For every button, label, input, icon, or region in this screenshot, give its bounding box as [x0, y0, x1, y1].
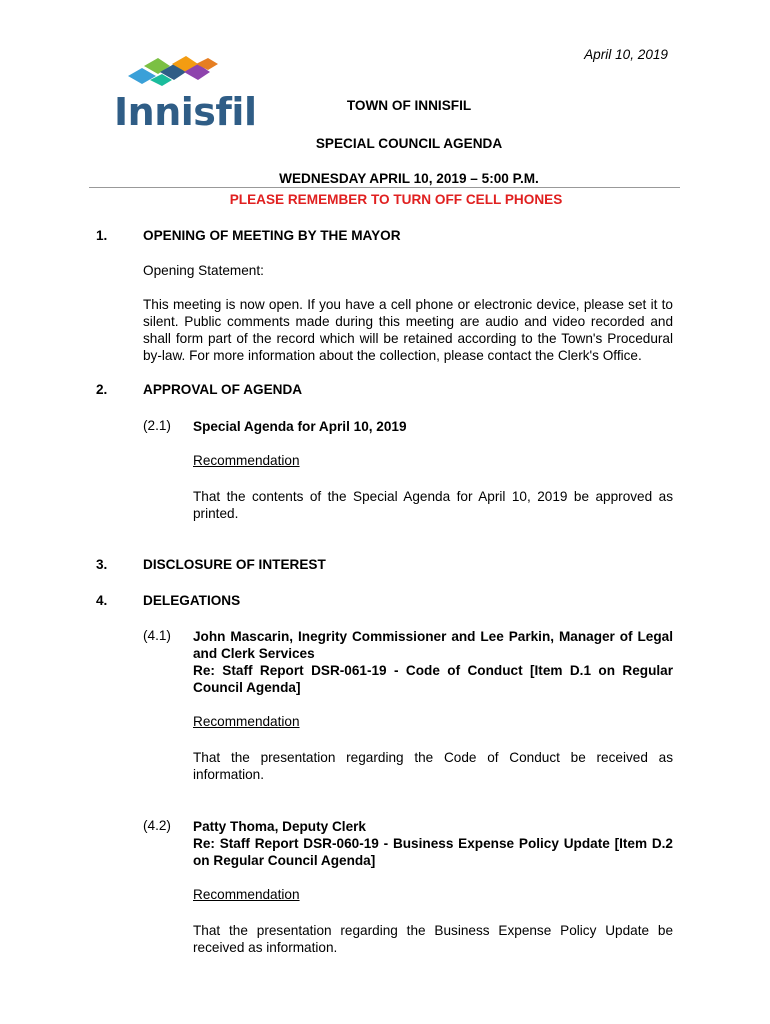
item-2-1-recommendation-text: That the contents of the Special Agenda for April 10, 2019 be approved as printed.: [193, 489, 673, 521]
item-4-1-title: John Mascarin, Inegrity Commissioner and Lee Parkin, Manager of Legal and Clerk Services: [193, 629, 673, 661]
section-4-title: DELEGATIONS: [143, 593, 241, 608]
item-2-1-recommendation-label: Recommendation: [193, 453, 300, 468]
item-2-1-number: (2.1): [143, 418, 171, 433]
item-4-1-reference: Re: Staff Report DSR-061-19 - Code of Conduct [Item D.1 on Regular Council Agenda]: [193, 663, 673, 695]
section-4-number: 4.: [96, 593, 108, 608]
meeting-datetime: WEDNESDAY APRIL 10, 2019 – 5:00 P.M.: [279, 171, 539, 186]
item-4-2-title: Patty Thoma, Deputy Clerk: [193, 819, 366, 834]
section-3-title: DISCLOSURE OF INTEREST: [143, 557, 326, 572]
item-4-2-recommendation-text: That the presentation regarding the Business Expense Policy Update be received as information.: [193, 923, 673, 955]
item-2-1-title: Special Agenda for April 10, 2019: [193, 419, 407, 434]
section-1-number: 1.: [96, 228, 108, 243]
item-4-1-number: (4.1): [143, 628, 171, 643]
agenda-date: April 10, 2019: [584, 47, 668, 62]
section-1-title: OPENING OF MEETING BY THE MAYOR: [143, 228, 401, 243]
header-divider: [89, 187, 680, 188]
opening-statement-label: Opening Statement:: [143, 263, 264, 278]
item-4-1-recommendation-label: Recommendation: [193, 714, 300, 729]
item-4-2-reference: Re: Staff Report DSR-060-19 - Business Expense Policy Update [Item D.2 on Regular Council Agenda]: [193, 836, 673, 868]
item-4-1-recommendation-text: That the presentation regarding the Code of Conduct be received as information.: [193, 750, 673, 782]
section-3-number: 3.: [96, 557, 108, 572]
agenda-heading: SPECIAL COUNCIL AGENDA: [315, 136, 503, 151]
cell-phone-reminder: PLEASE REMEMBER TO TURN OFF CELL PHONES: [229, 192, 563, 207]
opening-statement-text: This meeting is now open. If you have a cell phone or electronic device, please set it to silent. Public comments made during this meeting are audio and video recorded and shall form part of the record which will be retained according to the Town's Procedural by-law. For more information about the collection, please contact the Clerk's Office.: [143, 297, 673, 363]
item-4-2-recommendation-label: Recommendation: [193, 887, 300, 902]
logo-text: Innisfil: [114, 90, 257, 134]
section-2-title: APPROVAL OF AGENDA: [143, 382, 303, 397]
section-2-number: 2.: [96, 382, 108, 397]
item-4-2-number: (4.2): [143, 818, 171, 833]
town-heading: TOWN OF INNISFIL: [346, 98, 472, 113]
innisfil-logo: [114, 52, 257, 134]
